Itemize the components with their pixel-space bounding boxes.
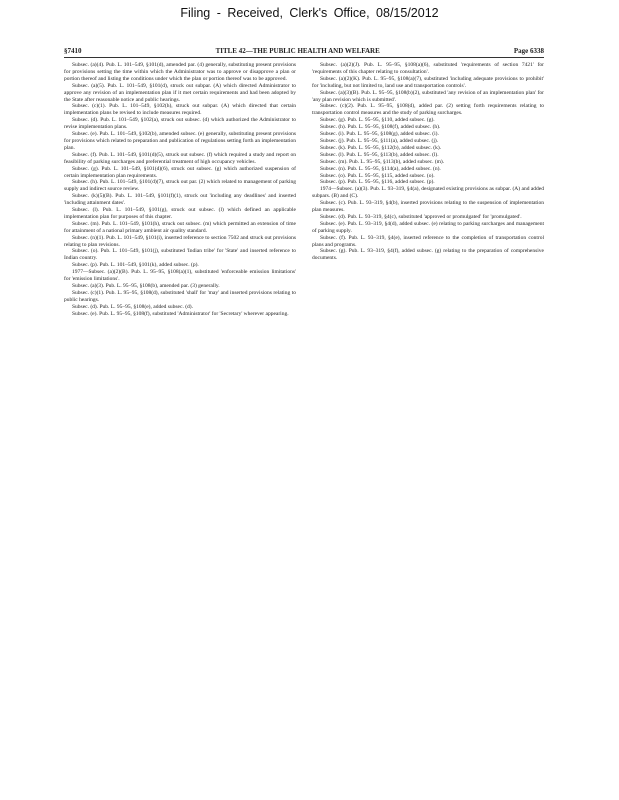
paragraph: Subsec. (a)(2)(J). Pub. L. 95–95, §108(a)(6), substituted 'requirements of section 7421' for 'requirements of this chapter relating to consultation'.: [312, 62, 544, 75]
paragraph: Subsec. (h). Pub. L. 95–95, §108(f), added subsec. (h).: [320, 124, 441, 131]
paragraph: Subsec. (o). Pub. L. 101–549, §101(j), substituted 'Indian tribe' for 'State' and inserted reference to Indian country.: [64, 248, 296, 262]
paragraph: Subsec. (c)(2). Pub. L. 95–95, §108(d), added par. (2) setting forth requirements relating to transportation control measures and the study of parking surcharges.: [312, 103, 544, 117]
paragraph: Subsec. (i). Pub. L. 95–95, §108(g), added subsec. (i).: [320, 131, 439, 138]
paragraph: 1974—Subsec. (a)(3). Pub. L. 93–319, §4(a), designated existing provisions as subpar. (A) and added subpars. (B) and (C).: [312, 186, 544, 200]
paragraph: Subsec. (p). Pub. L. 95–95, §116, added subsec. (p).: [320, 179, 435, 186]
paragraph: Subsec. (c)(1). Pub. L. 101–549, §102(h), struck out subpar. (A) which directed that certain implementation plans be revised to include measures required.: [64, 103, 296, 117]
paragraph: Subsec. (a)(3)(B). Pub. L. 95–95, §108(b)(2), substituted 'any revision of an implementation plan' for 'any plan revision which is submitted'.: [312, 89, 544, 103]
paragraph: Subsec. (p). Pub. L. 101–549, §101(k), added subsec. (p).: [72, 262, 199, 269]
paragraph: Subsec. (c). Pub. L. 93–319, §4(b), inserted provisions relating to the suspension of implementation plan measures.: [312, 200, 544, 214]
paragraph: Subsec. (c)(1). Pub. L. 95–95, §108(d), substituted 'shall' for 'may' and inserted provisions relating to public hearings.: [64, 289, 296, 303]
paragraph: Subsec. (d). Pub. L. 101–549, §102(a), struck out subsec. (d) which authorized the Administrator to revise implementation plans.: [64, 117, 296, 131]
paragraph: 1977—Subsec. (a)(2)(B). Pub. L. 95–95, §108(a)(1), substituted 'enforceable emission limitations' for 'emission limitations'.: [64, 269, 296, 283]
right-column: [312, 62, 544, 782]
paragraph: Subsec. (n). Pub. L. 95–95, §114(a), added subsec. (n).: [320, 165, 441, 172]
header-rule: [64, 57, 544, 58]
paragraph: Subsec. (e). Pub. L. 101–549, §102(b), amended subsec. (e) generally, substituting present provisions for provisions which related to preparation and publication of regulations setting forth an implementation plan.: [64, 131, 296, 151]
paragraph: Subsec. (e). Pub. L. 95–95, §108(f), substituted 'Administrator' for 'Secretary' wherever appearing.: [72, 310, 289, 317]
paragraph: Subsec. (f). Pub. L. 101–549, §101(d)(5), struck out subsec. (f) which required a study and report on feasibility of parking surcharges and preferential treatment of high occupancy vehicles.: [64, 151, 296, 165]
paragraph: Subsec. (h). Pub. L. 101–549, §101(d)(7), struck out par. (2) which related to management of parking supply and indirect source review.: [64, 179, 296, 193]
paragraph: Subsec. (k)(5)(B). Pub. L. 101–549, §101(f)(1), struck out 'including any deadlines' and inserted 'including attainment dates'.: [64, 193, 296, 207]
running-head: [64, 47, 544, 55]
title-heading: TITLE 42—THE PUBLIC HEALTH AND WELFARE: [215, 47, 380, 55]
paragraph: Subsec. (a)(5). Pub. L. 101–549, §101(d), struck out subpar. (A) which directed Administrator to approve any revision of an implementation plan if it met certain requirements and had been adopted by the State after reasonable notice and public hearings.: [64, 82, 296, 103]
paragraph: Subsec. (k). Pub. L. 95–95, §112(b), added subsec. (k).: [320, 144, 442, 151]
paragraph: Subsec. (n)(1). Pub. L. 101–549, §101(i), inserted reference to section 7502 and struck out provisions relating to plan revisions.: [64, 234, 296, 248]
filing-header: Filing - Received, Clerk's Office, 08/15/2012: [180, 6, 439, 20]
paragraph: Subsec. (d). Pub. L. 93–319, §4(c), substituted 'approved or promulgated' for 'promulgated'.: [320, 213, 522, 220]
paragraph: Subsec. (g). Pub. L. 101–549, §101(d)(6), struck out subsec. (g) which authorized suspension of certain implementation plan requirements.: [64, 165, 296, 179]
paragraph: Subsec. (g). Pub. L. 95–95, §110, added subsec. (g).: [320, 117, 435, 124]
paragraph: Subsec. (a)(3). Pub. L. 95–95, §108(b), amended par. (3) generally.: [72, 283, 220, 289]
paragraph: Subsec. (a)(4). Pub. L. 101–549, §101(d), amended par. (4) generally, substituting present provisions for provisions setting the time within which the Administrator was to approve or disapprove a plan or portion thereof and listing the conditions under which the plan or portion thereof was to be approved.: [64, 62, 296, 82]
paragraph: Subsec. (a)(2)(K). Pub. L. 95–95, §108(a)(7), substituted 'including adequate provisions to prohibit' for 'including, but not limited to, land use and transportation controls'.: [312, 75, 544, 89]
paragraph: Subsec. (f). Pub. L. 93–319, §4(e), inserted reference to the completion of transportation control plans and programs.: [312, 234, 544, 248]
paragraph: Subsec. (l). Pub. L. 95–95, §113(b), added subsec. (l).: [320, 151, 439, 158]
page-number: Page 6338: [513, 47, 544, 55]
paragraph: Subsec. (e). Pub. L. 93–319, §4(d), added subsec. (e) relating to parking surcharges and management of parking supply.: [312, 220, 544, 234]
paragraph: Subsec. (g). Pub. L. 93–319, §4(f), added subsec. (g) relating to the preparation of comprehensive documents.: [312, 248, 544, 262]
paragraph: Subsec. (o). Pub. L. 95–95, §115, added subsec. (o).: [320, 172, 435, 179]
paragraph: Subsec. (m). Pub. L. 95–95, §113(b), added subsec. (m).: [320, 158, 445, 165]
paragraph: Subsec. (j). Pub. L. 95–95, §111(a), added subsec. (j).: [320, 137, 439, 144]
paragraph: Subsec. (m). Pub. L. 101–549, §101(h), struck out subsec. (m) which permitted an extension of time for attainment of a national primary ambient air quality standard.: [64, 220, 296, 234]
paragraph: Subsec. (d). Pub. L. 95–95, §108(e), added subsec. (d).: [72, 303, 193, 310]
section-number: §7410: [64, 47, 82, 55]
paragraph: Subsec. (l). Pub. L. 101–549, §101(g), struck out subsec. (l) which defined an applicable implementation plan for purposes of this chapter.: [64, 207, 296, 220]
left-column: [64, 62, 296, 782]
text-columns: [64, 62, 544, 782]
